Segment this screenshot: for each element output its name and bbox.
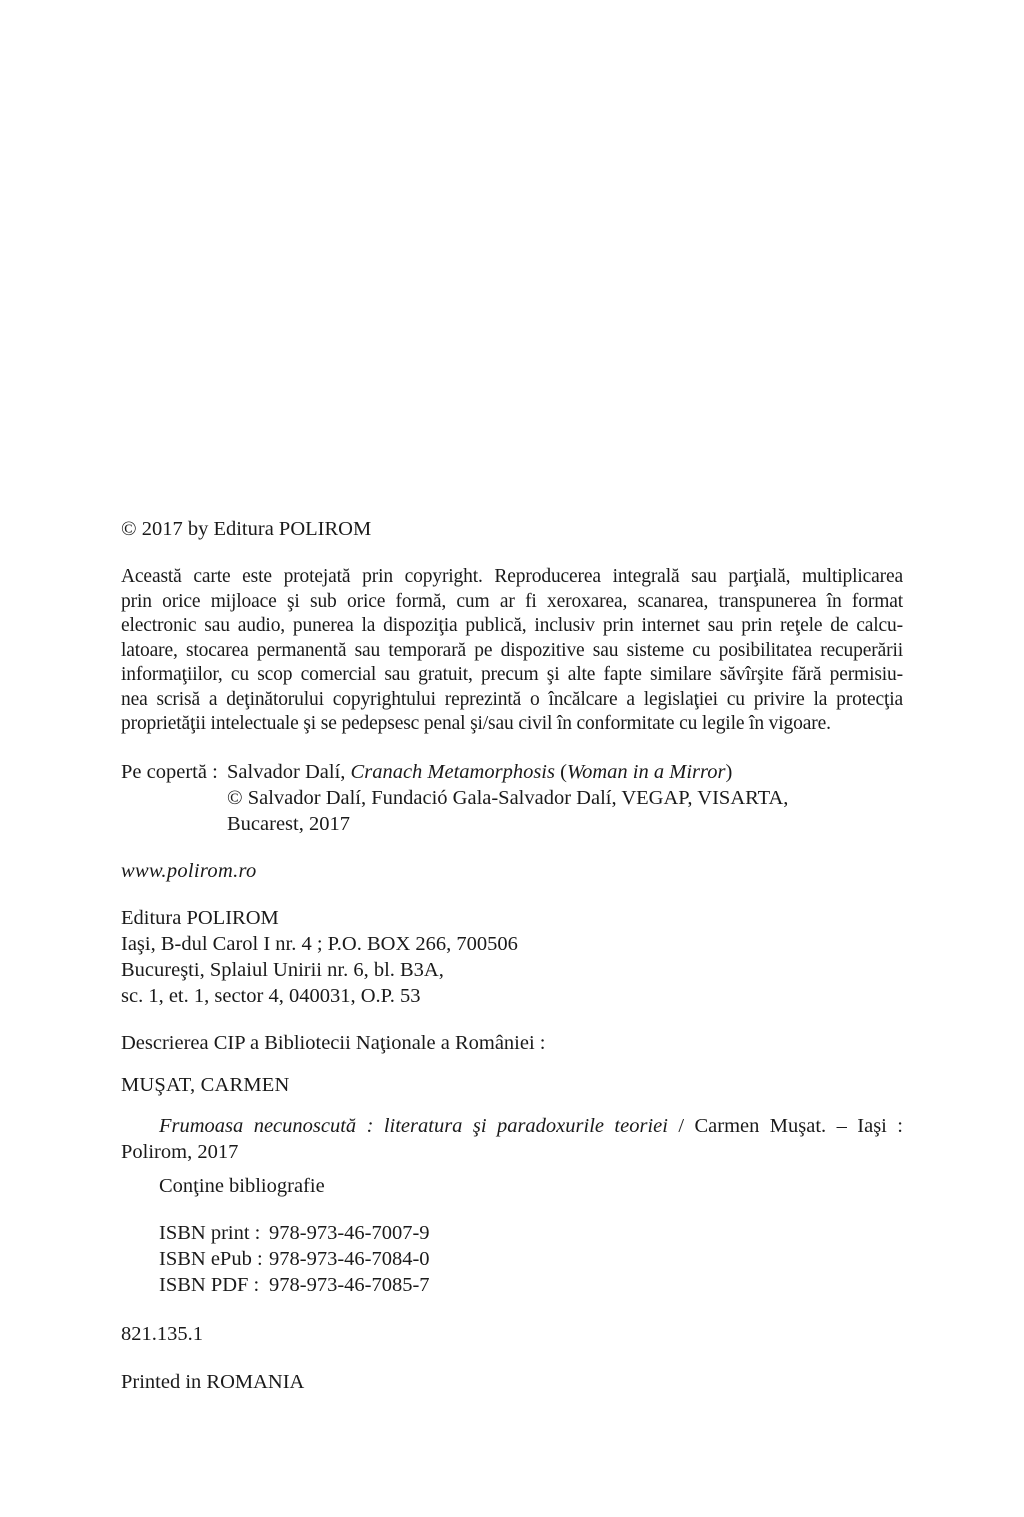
rights-line: proprietăţii intelectuale şi se pedepsesc penal şi/sau civil în conformitate cu legile în vigoare. bbox=[121, 713, 831, 734]
isbn-label: ISBN PDF : bbox=[159, 1274, 260, 1296]
cip-reference-line: Polirom, 2017 bbox=[121, 1141, 239, 1163]
cover-paren-open: ( bbox=[554, 761, 567, 783]
isbn-row bbox=[159, 1246, 430, 1272]
copyright-notice: © 2017 by Editura POLIROM bbox=[121, 518, 372, 540]
cover-artwork-title: Cranach Metamorphosis bbox=[350, 761, 555, 783]
rights-line: prin orice mijloace şi sub orice formă, cum ar fi xeroxarea, scanarea, transpunerea în format bbox=[121, 590, 903, 612]
cip-ref-rest: / Carmen Muşat. – Iaşi : bbox=[667, 1115, 903, 1137]
isbn-value: 978-973-46-7007-9 bbox=[269, 1222, 430, 1244]
isbn-label: ISBN ePub : bbox=[159, 1248, 263, 1270]
address-line: Bucureşti, Splaiul Unirii nr. 6, bl. B3A, bbox=[121, 959, 444, 981]
cover-artwork-subtitle: Woman in a Mirror bbox=[566, 761, 726, 783]
cip-book-title: Frumoasa necunoscută : literatura şi paradoxurile teoriei bbox=[159, 1115, 668, 1137]
cover-credit-line: © Salvador Dalí, Fundació Gala-Salvador Dalí, VEGAP, VISARTA, bbox=[227, 787, 789, 809]
cip-contains: Conţine bibliografie bbox=[159, 1175, 325, 1197]
isbn-list bbox=[159, 1220, 430, 1298]
cover-credit bbox=[121, 759, 901, 837]
cover-credit-line: Bucarest, 2017 bbox=[227, 813, 350, 835]
cover-artwork-line bbox=[227, 759, 901, 785]
rights-line: latoare, stocarea permanentă sau temporară pe dispozitive sau sisteme cu posibilitatea recuperării bbox=[121, 639, 903, 661]
publisher-name: Editura POLIROM bbox=[121, 907, 279, 929]
cip-classification: 821.135.1 bbox=[121, 1323, 203, 1345]
isbn-row bbox=[159, 1272, 430, 1298]
cover-label: Pe copertă : bbox=[121, 761, 218, 783]
rights-line: nea scrisă a deţinătorului copyrightului reprezintă o încălcare a legislaţiei cu privire la protecţia bbox=[121, 688, 903, 710]
address-line: sc. 1, et. 1, sector 4, 040031, O.P. 53 bbox=[121, 985, 421, 1007]
address-line: Iaşi, B-dul Carol I nr. 4 ; P.O. BOX 266, 700506 bbox=[121, 933, 518, 955]
rights-line: Această carte este protejată prin copyright. Reproducerea integrală sau parţială, multiplicarea bbox=[121, 566, 903, 587]
rights-line: electronic sau audio, punerea la dispoziţia publică, inclusiv prin internet sau prin reţele de calcu- bbox=[121, 615, 903, 636]
cip-reference-line bbox=[121, 1113, 903, 1139]
isbn-value: 978-973-46-7085-7 bbox=[269, 1274, 430, 1296]
publisher-address bbox=[121, 905, 518, 1009]
cip-author: MUŞAT, CARMEN bbox=[121, 1074, 290, 1096]
printed-in: Printed in ROMANIA bbox=[121, 1371, 305, 1393]
cover-paren-close: ) bbox=[725, 761, 733, 783]
cover-artist: Salvador Dalí, bbox=[227, 761, 351, 783]
rights-paragraph bbox=[121, 565, 903, 737]
isbn-value: 978-973-46-7084-0 bbox=[269, 1248, 430, 1270]
isbn-row bbox=[159, 1220, 430, 1246]
cip-heading: Descrierea CIP a Bibliotecii Naţionale a României : bbox=[121, 1032, 546, 1054]
isbn-label: ISBN print : bbox=[159, 1222, 261, 1244]
rights-line: informaţiilor, cu scop comercial sau gratuit, precum şi alte fapte similare săvîrşite fără permisiu- bbox=[121, 664, 903, 685]
cip-reference bbox=[121, 1113, 903, 1165]
publisher-website: www.polirom.ro bbox=[121, 860, 257, 882]
